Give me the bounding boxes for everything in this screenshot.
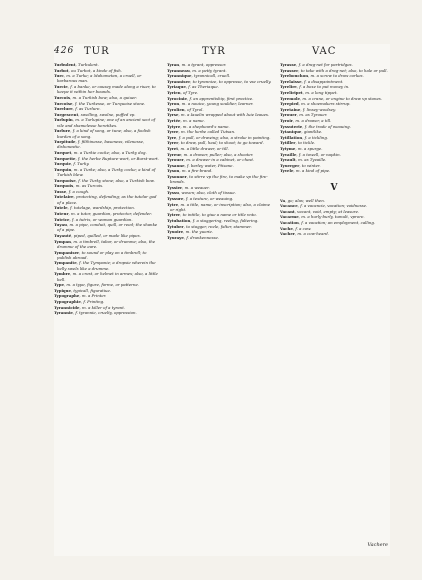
entry-headword: Tyrouer [280, 112, 297, 118]
section-heading-v: V [330, 182, 338, 193]
entry-headword: Tytrer [167, 212, 181, 218]
entry-headword: Tympanite [54, 260, 77, 266]
entry-definition: , m. as Tyvaille. [295, 157, 327, 163]
entry-headword: Tyvele [280, 168, 294, 174]
dictionary-entry [280, 157, 388, 162]
entry-headword: Typographe [54, 293, 80, 299]
dictionary-entry [54, 271, 160, 282]
entry-definition: , to tickle. [295, 140, 316, 146]
entry-definition: , of Tyre. [180, 89, 199, 95]
entry-definition: , f. the Tympanie; a dropsie wherein the belly swels like a drumme. [57, 260, 156, 271]
entry-definition: , f. filthinesse, baseness, vilenesse, dishonestie. [57, 139, 145, 150]
entry-headword: Turgescent [54, 111, 79, 117]
entry-headword: Tyssier [167, 184, 183, 190]
dictionary-entry [167, 196, 273, 201]
dictionary-entry [54, 178, 160, 183]
dictionary-entry [280, 96, 388, 101]
entry-definition: , f. the Turkesse, or Turquoise stone. [72, 100, 146, 106]
dictionary-entry [280, 226, 388, 231]
entry-headword: Tyrebouchon [280, 73, 309, 79]
entry-headword: Vacher [280, 231, 295, 237]
entry-definition: , f. a towell, or napkin. [296, 151, 341, 157]
dictionary-entry [54, 117, 160, 128]
dictionary-entry [280, 163, 388, 168]
entry-headword: Tytubation [167, 218, 191, 224]
entry-headword: Tyranneau [167, 67, 190, 73]
entry-definition: , m. a Turlupine; one of an ancient sect of vile and shamelesse heretikes. [57, 117, 156, 128]
dictionary-entry [54, 260, 160, 271]
entry-definition: , swelling, swolne, puffed vp. [78, 111, 136, 117]
dictionary-entry [280, 146, 388, 151]
entry-definition: , m. a Turke; a Mahometan, a cruell, or barbarous man. [57, 73, 142, 84]
dictionary-entry [54, 62, 160, 67]
entry-definition: , f. a vacation; an employment, calling. [298, 219, 376, 225]
dictionary-entry [167, 168, 273, 173]
entry-headword: Vacation [280, 219, 299, 225]
entry-definition: , to draw, pull, haul; to shoot; to go toward. [178, 140, 264, 146]
dictionary-entry [280, 101, 388, 106]
entry-headword: Tyrse [167, 112, 179, 118]
entry-headword: Tyreliripet [280, 89, 303, 95]
dictionary-entry [54, 194, 160, 205]
entry-headword: Tyriaque [167, 84, 186, 90]
dictionary-entry [54, 167, 160, 178]
entry-headword: Vacarme [280, 214, 299, 220]
entry-headword: Tymbre [54, 271, 71, 277]
running-header [54, 46, 390, 60]
header-middle-word: TYR [202, 46, 226, 57]
entry-definition: , go; alas; well then. [285, 197, 325, 203]
entry-definition: , to stagger, reele, falter, stammer. [183, 223, 252, 229]
entry-definition: , m. a killer of a tyrant. [79, 304, 125, 310]
entry-definition: , f. Printing. [80, 298, 105, 304]
entry-headword: Tyrannie [54, 310, 73, 316]
entry-definition: , Turbulent. [75, 62, 99, 67]
entry-headword: Vacant [280, 208, 295, 214]
entry-definition: , m. a tyrant, oppressor. [179, 62, 227, 67]
entry-headword: Tyrer [167, 140, 179, 146]
dictionary-entry [167, 124, 273, 129]
entry-definition: , f. a staggering, reeling, faltering. [190, 218, 259, 224]
dictionary-entry [280, 90, 388, 95]
entry-headword: Typographie [54, 298, 81, 304]
entry-definition: , m. the yuorie. [183, 229, 214, 235]
entry-definition: , protecting, defending; as the tutelar god of a place. [57, 194, 157, 205]
entry-headword: Tyrolien [167, 106, 185, 112]
dictionary-entry [54, 293, 160, 298]
entry-headword: Tyrasse [280, 62, 297, 67]
dictionary-entry [54, 189, 160, 194]
entry-headword: Tyuoire [167, 229, 184, 235]
entry-headword: Tyremole [280, 95, 300, 101]
dictionary-entry [167, 229, 273, 234]
entry-definition: , m. a name. [180, 117, 205, 123]
dictionary-entry [167, 235, 273, 240]
entry-definition: , m. as Turcois. [73, 183, 104, 189]
entry-headword: Tyrelaisse [280, 78, 302, 84]
entry-definition: , woven; also, cloth of tissue. [178, 190, 236, 196]
entry-definition: , f. a drag-net for partridges. [296, 62, 353, 67]
dictionary-entry [280, 168, 388, 173]
entry-definition: , f. a banke, or causey made along a riuer, to keepe it within her bounds. [57, 84, 156, 95]
header-left-word: TUR [84, 46, 110, 57]
entry-headword: Tympaniser [54, 249, 80, 255]
entry-headword: Tympan [54, 238, 71, 244]
entry-definition: , to stirre vp the fire, to make vp the fire-brands. [170, 173, 268, 185]
entry-definition: , m. a weauer. [182, 184, 210, 190]
entry-definition: , m. as Tyrouer. [296, 112, 328, 118]
dictionary-entry [280, 62, 388, 67]
dictionary-entry [54, 250, 160, 261]
dictionary-entry [54, 239, 160, 250]
dictionary-entry [54, 101, 160, 106]
dictionary-entry [54, 106, 160, 111]
entry-definition: , f. the herbe Rupture-wort, or Burst-wort. [75, 155, 159, 161]
entry-headword: Turc [54, 73, 64, 79]
dictionary-entry [54, 161, 160, 166]
dictionary-entry [167, 202, 273, 213]
dictionary-entry [54, 150, 160, 155]
dictionary-entry [167, 62, 273, 67]
dictionary-entry [54, 310, 160, 315]
entry-headword: Tyssuterie [280, 123, 303, 129]
dictionary-entry [167, 79, 273, 84]
dictionary-entry [280, 107, 388, 112]
entry-headword: Tytyme [280, 145, 296, 151]
entry-headword: Tyranniser [167, 78, 191, 84]
entry-headword: Tysonner [167, 173, 187, 179]
dictionary-entry [280, 152, 388, 157]
entry-definition: , f. a disappointment. [301, 78, 344, 84]
dictionary-entry [167, 129, 273, 134]
entry-definition: , m. the herbe called Tutsan. [178, 129, 236, 135]
dictionary-entry [167, 73, 273, 78]
entry-definition: , m. a hurly-burly, tumult, vprore. [298, 214, 365, 220]
entry-definition: , m. a crane, or engine to draw vp stones. [299, 95, 383, 101]
entry-definition: , m. a cow-heard. [294, 231, 329, 237]
entry-headword: Tyroir [280, 117, 293, 123]
entry-headword: Tutelaire [54, 194, 74, 200]
dictionary-entry [54, 211, 160, 216]
entry-definition: , to winter. [299, 162, 321, 168]
dictionary-entry [54, 84, 160, 95]
entry-headword: Tuyau [54, 222, 67, 228]
entry-headword: Tyran [167, 62, 180, 67]
entry-definition: , vacant, void, empty; at leasure. [294, 208, 360, 214]
entry-headword: Tyrepied [280, 101, 299, 107]
dictionary-entry [280, 231, 388, 236]
entry-headword: Tyrannique [167, 73, 192, 79]
entry-definition: , f. tutelage, wardship, protection. [67, 205, 135, 211]
entry-definition: , to take with a drag-net; also, to hale or pull. [298, 67, 388, 73]
dictionary-entry [167, 163, 273, 168]
entry-headword: Vache [280, 225, 293, 231]
dictionary-entry [280, 203, 388, 208]
entry-definition: , m. a nouice, young souldier, learner. [179, 101, 254, 107]
entry-headword: Tytyre [167, 123, 181, 129]
entry-definition: , f. the Turky stone; also, a Turkish bow. [75, 177, 155, 183]
entry-headword: Tyrtée [167, 117, 181, 123]
entry-definition: , m. a screw to draw corkes. [308, 73, 364, 79]
column-1 [54, 62, 160, 554]
dictionary-entry [280, 198, 388, 203]
entry-headword: Tyvaille [280, 151, 297, 157]
dictionary-entry [54, 128, 160, 139]
dictionary-entry [167, 112, 273, 117]
dictionary-entry [167, 90, 273, 95]
entry-definition: , f. drunkennesse. [183, 234, 219, 240]
entry-definition: , m. a Turkish bow; also, a quiuer. [70, 94, 137, 100]
entry-definition: , to tyrannize, to oppresse, to vse cruelly. [190, 78, 272, 84]
entry-headword: Turquette [54, 155, 76, 161]
dictionary-entry [167, 135, 273, 140]
entry-definition: , m. a Turkie cocke; also, a Turky dog. [71, 150, 147, 156]
entry-headword: Tyson [167, 168, 180, 174]
dictionary-entry [167, 185, 273, 190]
entry-headword: Tyvault [280, 157, 296, 163]
dictionary-entry [167, 157, 273, 162]
entry-headword: Turbot [54, 67, 69, 73]
dictionary-entry [280, 214, 388, 219]
entry-definition: , m. a title, name, or inscription; also, a claime or right. [170, 201, 271, 212]
dictionary-entry [280, 112, 388, 117]
entry-definition: , typicall, figuratiue. [70, 287, 112, 293]
entry-headword: Vacance [280, 203, 298, 209]
entry-headword: Turquoise [54, 177, 76, 183]
dictionary-entry [167, 101, 273, 106]
entry-headword: Turquois [54, 183, 74, 189]
dictionary-entry [167, 152, 273, 157]
entry-definition: , m. a drawer, a till. [292, 117, 332, 123]
entry-definition: , f. a cow. [292, 225, 312, 231]
entry-headword: Turlupin [54, 117, 73, 123]
entry-headword: Turquie [54, 161, 71, 167]
entry-definition: , m. a Turke; also, a Turky cocke; a kind of Turkish blew. [57, 166, 156, 178]
header-right-word: VAC [312, 46, 337, 57]
entry-definition: , of Tyrol. [184, 106, 204, 112]
dictionary-entry [54, 112, 160, 117]
entry-headword: Tuteur [54, 210, 69, 216]
entry-headword: Tyre [167, 134, 177, 140]
dictionary-entry [280, 129, 388, 134]
entry-definition: , giantlike. [301, 129, 323, 135]
dictionary-entry [280, 68, 388, 73]
entry-headword: Tytiller [280, 140, 296, 146]
entry-definition: , m. a drawer, puller; also, a shooter. [181, 151, 254, 157]
dictionary-entry [167, 190, 273, 195]
entry-definition: , m. a pipe, conduit, quill, or reed; the shanke of a pipe. [57, 222, 158, 233]
entry-definition: , f. as Theriaque. [185, 84, 219, 90]
entry-definition: , m. a spurge. [295, 145, 323, 151]
entry-definition: , m. a shepheard's name. [180, 123, 230, 129]
dictionary-entry [167, 174, 273, 185]
entry-definition: , f. a texture, or weauing. [183, 195, 234, 201]
dictionary-entry [167, 218, 273, 223]
dictionary-entry [54, 95, 160, 100]
dictionary-page [54, 44, 390, 556]
entry-headword: Turcie [54, 84, 68, 90]
dictionary-entry [54, 217, 160, 222]
dictionary-entry [54, 68, 160, 73]
entry-definition: , m. a kind of pipe. [293, 168, 331, 174]
entry-definition: , tyrannicall, cruell. [191, 73, 231, 79]
entry-headword: Tyrelire [280, 84, 297, 90]
dictionary-entry [280, 140, 388, 145]
entry-definition: , f. linsey-woolsey. [300, 106, 336, 112]
entry-headword: Tutrice [54, 216, 70, 222]
entry-headword: Tyssu [167, 190, 179, 196]
dictionary-entry [54, 183, 160, 188]
entry-headword: Tuyauté [54, 233, 72, 239]
dictionary-entry [54, 205, 160, 210]
entry-definition: , f. tyrannie, cruelty, oppression. [72, 310, 137, 316]
entry-definition: , ou Turbot, a kinde of fish. [68, 67, 122, 73]
entry-definition: , f. a vacancie, vacation; voidnesse. [297, 203, 368, 209]
dictionary-entry [54, 299, 160, 304]
dictionary-entry [54, 139, 160, 150]
entry-definition: , f. an apprentiship, first practice. [187, 95, 254, 101]
dictionary-entry [54, 222, 160, 233]
entry-definition: , m. a type, figure, forme, or patterne. [63, 282, 140, 288]
entry-headword: Tyret [167, 145, 179, 151]
dictionary-entry [54, 156, 160, 161]
entry-headword: Va [280, 197, 286, 203]
entry-headword: Turquin [54, 166, 72, 172]
column-2 [167, 62, 273, 554]
entry-definition: , f. a tickling. [302, 134, 329, 140]
entry-headword: Tyrien [167, 89, 181, 95]
entry-headword: Turcoise [54, 100, 73, 106]
entry-definition: , f. Turky. [70, 161, 90, 167]
entry-definition: , m. a crest, or helmet in armes; also, a little bell. [57, 271, 158, 282]
dictionary-entry [54, 233, 160, 238]
dictionary-entry [54, 305, 160, 310]
entry-definition: , m. a tutor, guardian, protector, defender. [68, 210, 152, 216]
entry-definition: , piped, quilled, or made like pipes. [71, 233, 141, 239]
dictionary-entry [167, 96, 273, 101]
entry-headword: Turlure [54, 128, 71, 134]
dictionary-entry [280, 135, 388, 140]
column-3 [280, 62, 388, 554]
entry-definition: , m. a petty tyrant. [189, 67, 227, 73]
entry-headword: Tyretaine [280, 106, 301, 112]
entry-headword: Tusse [54, 188, 67, 194]
entry-definition: , f. barley water, Ptisane. [184, 162, 234, 168]
entry-headword: Type [54, 282, 64, 288]
dictionary-entry [167, 84, 273, 89]
entry-headword: Tytre [167, 201, 179, 207]
entry-definition: , m. a little drawer, or till. [178, 145, 229, 151]
dictionary-entry [167, 224, 273, 229]
entry-definition: , f. a pull, or drawing; also, a stroke in painting. [176, 134, 271, 140]
dictionary-entry [280, 209, 388, 214]
dictionary-entry [167, 140, 273, 145]
entry-headword: Tyron [167, 101, 180, 107]
page-number: 426 [54, 46, 75, 56]
entry-headword: Tysanne [167, 162, 185, 168]
entry-headword: Turpitude [54, 139, 76, 145]
entry-definition: , f. the trade of weauing. [302, 123, 351, 129]
entry-definition: , f. a kind of song, or tune; also, a foolish burden of a song. [57, 128, 151, 139]
entry-headword: Tyreur [167, 151, 182, 157]
entry-definition: , m. a Printer. [79, 293, 107, 299]
dictionary-entry [167, 68, 273, 73]
entry-definition: , to sound or play on a timbrell; to publish abroad. [57, 249, 147, 260]
dictionary-entry [280, 73, 388, 78]
catchword: Vachere [367, 542, 388, 548]
dictionary-entry [280, 118, 388, 123]
entry-headword: Turbulent [54, 62, 76, 67]
entry-headword: Tyrouer [167, 157, 184, 163]
entry-headword: Turelure [54, 106, 73, 112]
entry-definition: , m. a fire-brand. [179, 168, 213, 174]
entry-headword: Tyuerger [280, 162, 300, 168]
entry-headword: Tytanique [280, 129, 302, 135]
entry-headword: Turcois [54, 94, 71, 100]
dictionary-entry [54, 282, 160, 287]
entry-headword: Tytuber [167, 223, 184, 229]
entry-headword: Tyrocinie [167, 95, 188, 101]
entry-headword: Tytillation [280, 134, 303, 140]
entry-headword: Typique [54, 287, 71, 293]
dictionary-entry [280, 220, 388, 225]
entry-definition: , m. a shoemakers stirrup. [298, 101, 351, 107]
dictionary-entry [54, 73, 160, 84]
entry-definition: , m. a Iauelin wrapped about with Iuie leaues. [178, 112, 270, 118]
entry-definition: , f. as Turlure. [72, 106, 101, 112]
entry-headword: Tutele [54, 205, 68, 211]
entry-headword: Tyvre [167, 129, 179, 135]
dictionary-entry [280, 124, 388, 129]
entry-definition: , m. a drawer in a cabinet, or chest. [183, 157, 255, 163]
entry-definition: , m. a long tippet. [302, 89, 338, 95]
entry-headword: Tyrasser [280, 67, 299, 73]
dictionary-entry [280, 79, 388, 84]
dictionary-entry [167, 118, 273, 123]
entry-headword: Tyrannicide [54, 304, 80, 310]
entry-definition: , to intitle, to giue a name or title vnto. [180, 212, 257, 218]
entry-headword: Tyuraye [167, 234, 184, 240]
dictionary-entry [54, 288, 160, 293]
entry-definition: , f. a tutrix, or woman guardian. [69, 216, 133, 222]
entry-definition: , f. a cough. [66, 188, 90, 194]
dictionary-entry [167, 146, 273, 151]
dictionary-entry [280, 84, 388, 89]
entry-definition: , f. a boxe to put money in. [296, 84, 350, 90]
entry-definition: , m. a timbrell, tabor, or drumme; also, the drumme of the eare. [57, 238, 156, 249]
entry-headword: Turquet [54, 150, 72, 156]
entry-headword: Tyssure [167, 195, 184, 201]
dictionary-entry [167, 107, 273, 112]
dictionary-entry [167, 212, 273, 217]
